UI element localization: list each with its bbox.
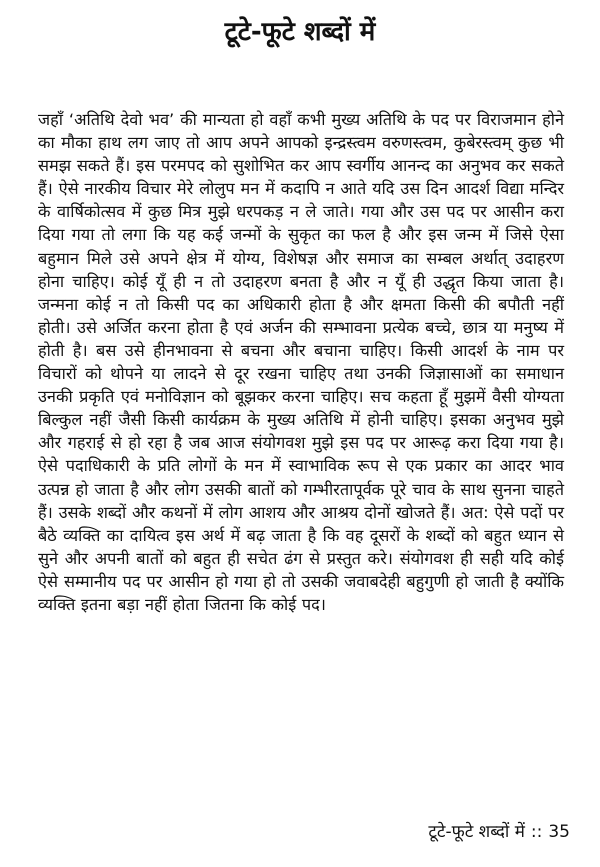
- page-title: टूटे-फूटे शब्दों में: [224, 17, 376, 47]
- page-footer: [428, 820, 570, 844]
- footer-separator: ::: [530, 822, 543, 842]
- body-paragraph: जहाँ ‘अतिथि देवो भव’ की मान्यता हो वहाँ कभी मुख्य अतिथि के पद पर विराजमान होने का मौका हाथ लग जाए तो आप अपने आपको इन्द्रस्त्वम वरुणस्त्वम, कुबेरस्त्वम् कुछ भी समझ सकते हैं। इस परमपद को सुशोभित कर आप स्वर्गीय आनन्द का अनुभव कर सकते हैं। ऐसे नारकीय विचार मेरे लोलुप मन में कदापि न आते यदि उस दिन आदर्श विद्या मन्दिर के वार्षिकोत्सव में कुछ मित्र मुझे धरपकड़ न ले जाते। गया और उस पद पर आसीन करा दिया गया तो लगा कि यह कई जन्मों के सुकृत का फल है और इस जन्म में जिसे ऐसा बहुमान मिले उसे अपने क्षेत्र में योग्य, विशेषज्ञ और समाज का सम्बल अर्थात् उदाहरण होना चाहिए। कोई यूँ ही न तो उदाहरण बनता है और न यूँ ही उद्धृत किया जाता है। जन्मना कोई न तो किसी पद का अधिकारी होता है और क्षमता किसी की बपौती नहीं होती। उसे अर्जित करना होता है एवं अर्जन की सम्भावना प्रत्येक बच्चे, छात्र या मनुष्य में होती है। बस उसे हीनभावना से बचना और बचाना चाहिए। किसी आदर्श के नाम पर विचारों को थोपने या लादने से दूर रखना चाहिए तथा उनकी जिज्ञासाओं का समाधान उनकी प्रकृति एवं मनोविज्ञान को बूझकर करना चाहिए। सच कहता हूँ मुझमें वैसी योग्यता बिल्कुल नहीं जैसी किसी कार्यक्रम के मुख्य अतिथि में होनी चाहिए। इसका अनुभव मुझे और गहराई से हो रहा है जब आज संयोगवश मुझे इस पद पर आरूढ़ करा दिया गया है। ऐसे पदाधिकारी के प्रति लोगों के मन में स्वाभाविक रूप से एक प्रकार का आदर भाव उत्पन्न हो जाता है और लोग उसकी बातों को गम्भीरतापूर्वक पूरे चाव के साथ सुनना चाहते हैं। उसके शब्दों और कथनों में लोग आशय और आश्रय दोनों खोजते हैं। अत: ऐसे पदों पर बैठे व्यक्ति का दायित्व इस अर्थ में बढ़ जाता है कि वह दूसरों के शब्दों को बहुत ध्यान से सुने और अपनी बातों को बहुत ही सचेत ढंग से प्रस्तुत करे। संयोगवश ही सही यदि कोई ऐसे सम्मानीय पद पर आसीन हो गया हो तो उसकी जवाबदेही बहुगुणी हो जाती है क्योंकि व्यक्ति इतना बड़ा नहीं होता जितना कि कोई पद।: [38, 110, 564, 614]
- page-number: 35: [548, 822, 570, 842]
- running-title: टूटे-फूटे शब्दों में: [428, 822, 525, 842]
